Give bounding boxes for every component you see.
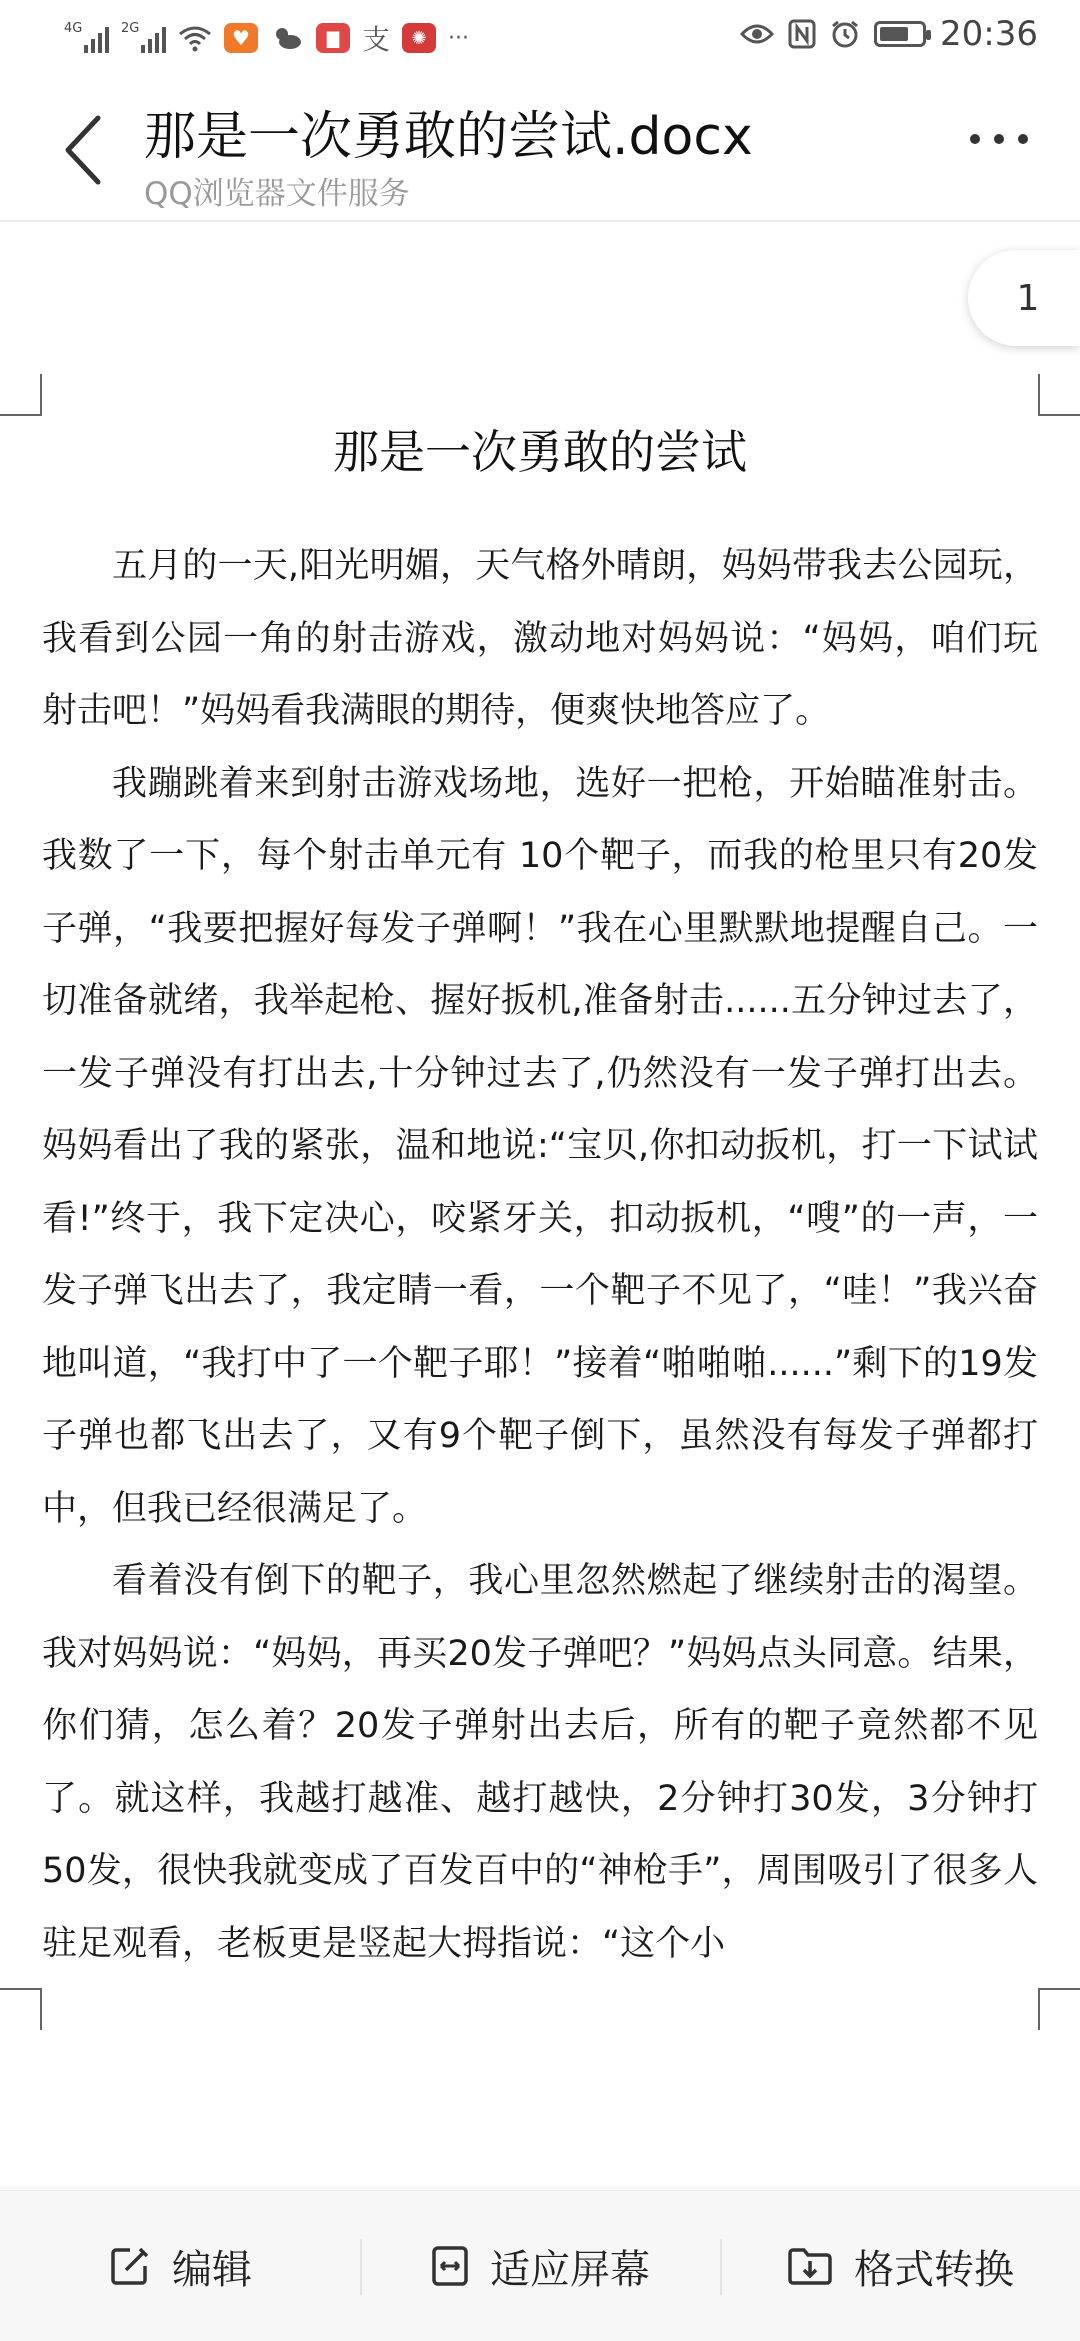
status-time: 20:36 xyxy=(940,14,1038,54)
news-app-icon: ✺ xyxy=(402,23,436,53)
app-header xyxy=(0,72,1080,222)
signal-2g-label: 2G xyxy=(121,21,140,36)
signal-4g-icon xyxy=(64,23,109,53)
status-bar xyxy=(0,0,1080,72)
document-title: 那是一次勇敢的尝试 xyxy=(333,425,747,479)
paragraph: 我蹦跳着来到射击游戏场地，选好一把枪，开始瞄准射击。我数了一下，每个射击单元有 10个靶子，而我的枪里只有20发子弹，“我要把握好每发子弹啊！”我在心里默默地提醒自己。一切准备就绪，我举起枪、握好扳机,准备射击......五分钟过去了，一发子弹没有打出去,十分钟过去了,仍然没有一发子弹打出去。妈妈看出了我的紧张，温和地说:“宝贝,你扣动扳机，打一下试试看!”终于，我下定决心，咬紧牙关，扣动扳机，“嗖”的一声，一发子弹飞出去了，我定睛一看，一个靶子不见了，“哇！”我兴奋地叫道，“我打中了一个靶子耶！”接着“啪啪啪......”剩下的19发子弹也都飞出去了，又有9个靶子倒下，虽然没有每发子弹都打中，但我已经很满足了。 xyxy=(42,763,1038,1529)
file-source: QQ浏览器文件服务 xyxy=(144,176,410,212)
document-body[interactable] xyxy=(42,530,1038,1980)
weather-icon xyxy=(270,24,304,52)
fit-screen-button[interactable] xyxy=(360,2191,720,2341)
file-title: 那是一次勇敢的尝试.docx xyxy=(144,107,753,167)
status-right xyxy=(740,14,1038,54)
nfc-icon xyxy=(788,19,816,49)
format-convert-label: 格式转换 xyxy=(854,2246,1014,2293)
fit-screen-label: 适应屏幕 xyxy=(490,2246,650,2293)
page-corner-mark xyxy=(0,374,42,416)
dot-icon xyxy=(1018,134,1028,144)
wifi-icon xyxy=(178,24,212,52)
more-notifications-icon: ··· xyxy=(448,25,469,51)
health-app-icon: ♥ xyxy=(224,23,258,53)
eye-icon xyxy=(740,22,774,46)
signal-2g-icon xyxy=(121,23,166,53)
edit-label: 编辑 xyxy=(172,2246,252,2293)
paragraph: 看着没有倒下的靶子，我心里忽然燃起了继续射击的渴望。我对妈妈说：“妈妈，再买20发子弹吧？”妈妈点头同意。结果，你们猜，怎么着？20发子弹射出去后，所有的靶子竟然都不见了。就这样，我越打越准、越打越快，2分钟打30发，3分钟打50发，很快我就变成了百发百中的“神枪手”，周围吸引了很多人驻足观看，老板更是竖起大拇指说：“这个小 xyxy=(42,1561,1038,1964)
fit-screen-icon xyxy=(430,2244,470,2288)
battery-level xyxy=(880,27,908,41)
page-corner-mark xyxy=(1038,1988,1080,2030)
edit-icon xyxy=(108,2244,152,2288)
book-app-icon: ▇ xyxy=(316,23,350,53)
page-corner-mark xyxy=(1038,374,1080,416)
more-options-button[interactable] xyxy=(970,134,1028,144)
signal-4g-label: 4G xyxy=(64,21,83,36)
folder-convert-icon xyxy=(786,2245,834,2287)
paragraph: 五月的一天,阳光明媚，天气格外晴朗，妈妈带我去公园玩，我看到公园一角的射击游戏，激动地对妈妈说：“妈妈，咱们玩射击吧！”妈妈看我满眼的期待，便爽快地答应了。 xyxy=(42,546,1038,731)
status-left xyxy=(64,18,469,58)
alarm-icon xyxy=(830,19,860,49)
alipay-icon: 支 xyxy=(362,23,391,56)
dot-icon xyxy=(994,134,1004,144)
battery-icon xyxy=(874,21,926,47)
page-number-badge[interactable]: 1 xyxy=(968,250,1080,346)
page-corner-mark xyxy=(0,1988,42,2030)
bottom-toolbar xyxy=(0,2190,1080,2341)
back-button[interactable] xyxy=(58,110,118,190)
edit-button[interactable] xyxy=(0,2191,360,2341)
dot-icon xyxy=(970,134,980,144)
format-convert-button[interactable] xyxy=(720,2191,1080,2341)
